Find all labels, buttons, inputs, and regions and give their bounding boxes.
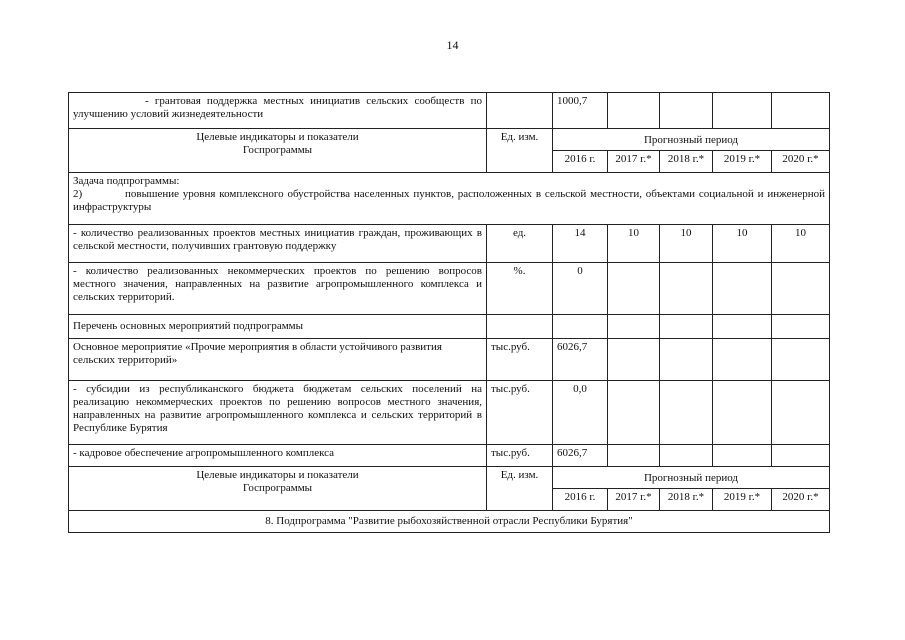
row-unit: тыс.руб. — [487, 381, 553, 445]
table-row — [69, 381, 830, 445]
task-text: повышение уровня комплексного обустройства населенных пунктов, расположенных в сельской местности, объектами социальной и инженерной инфраструктуры — [73, 188, 825, 213]
header-indicator: Целевые индикаторы и показатели Госпрограммы — [69, 129, 487, 173]
header-year: 2020 г.* — [772, 489, 830, 511]
row-text: - количество реализованных проектов местных инициатив граждан, проживающих в сельской местности, получивших грантовую поддержку — [69, 225, 487, 263]
header-year: 2016 г. — [553, 489, 608, 511]
task-row — [69, 173, 830, 225]
header-indicator: Целевые индикаторы и показатели Госпрограммы — [69, 467, 487, 511]
task-number: 2) — [73, 188, 83, 200]
row-value: 10 — [772, 225, 830, 263]
row-text: - кадровое обеспечение агропромышленного комплекса — [69, 445, 487, 467]
header-year: 2018 г.* — [660, 151, 713, 173]
row-text: - грантовая поддержка местных инициатив сельских сообществ по улучшению условий жизнедеятельности — [69, 93, 487, 129]
row-value: 10 — [608, 225, 660, 263]
subprogram-title-row — [69, 511, 830, 533]
header-period: Прогнозный период — [553, 129, 830, 151]
subprogram-title: 8. Подпрограмма "Развитие рыбохозяйственной отрасли Республики Бурятия" — [69, 511, 830, 533]
row-text: Перечень основных мероприятий подпрограммы — [69, 315, 487, 339]
table-row — [69, 93, 830, 129]
row-unit: тыс.руб. — [487, 445, 553, 467]
row-text: Основное мероприятие «Прочие мероприятия в области устойчивого развития сельских территорий» — [69, 339, 487, 381]
row-text: - субсидии из республиканского бюджета бюджетам сельских поселений на реализацию некоммерческих проектов по решению вопросов местного значения, направленных на развитие агропромышленного комплекса и сельских территорий в Республике Бурятия — [69, 381, 487, 445]
header-year: 2020 г.* — [772, 151, 830, 173]
table-row — [69, 263, 830, 315]
row-unit: ед. — [487, 225, 553, 263]
program-table — [68, 92, 830, 533]
row-value-2016: 0,0 — [553, 381, 608, 445]
header-year: 2017 г.* — [608, 489, 660, 511]
page-number: 14 — [446, 38, 459, 52]
row-unit — [487, 93, 553, 129]
header-year: 2017 г.* — [608, 151, 660, 173]
header-unit: Ед. изм. — [487, 467, 553, 511]
table-row — [69, 315, 830, 339]
task-cell — [69, 173, 830, 225]
header-year: 2018 г.* — [660, 489, 713, 511]
row-value-2016: 6026,7 — [553, 339, 608, 381]
row-value-2016: 6026,7 — [553, 445, 608, 467]
header-unit: Ед. изм. — [487, 129, 553, 173]
row-value: 10 — [660, 225, 713, 263]
row-value: 14 — [553, 225, 608, 263]
row-value: 10 — [713, 225, 772, 263]
header-year: 2019 г.* — [713, 489, 772, 511]
table-header-row — [69, 467, 830, 489]
table-header-row — [69, 129, 830, 151]
table-row — [69, 339, 830, 381]
header-period: Прогнозный период — [553, 467, 830, 489]
row-value-2016: 0 — [553, 263, 608, 315]
header-year: 2016 г. — [553, 151, 608, 173]
row-text: - количество реализованных некоммерческих проектов по решению вопросов местного значения, направленных на развитие агропромышленного комплекса и сельских территорий. — [69, 263, 487, 315]
table-row — [69, 225, 830, 263]
header-year: 2019 г.* — [713, 151, 772, 173]
task-title: Задача подпрограммы: — [73, 175, 180, 187]
row-unit: тыс.руб. — [487, 339, 553, 381]
row-unit: %. — [487, 263, 553, 315]
table-row — [69, 445, 830, 467]
row-value-2016: 1000,7 — [553, 93, 608, 129]
